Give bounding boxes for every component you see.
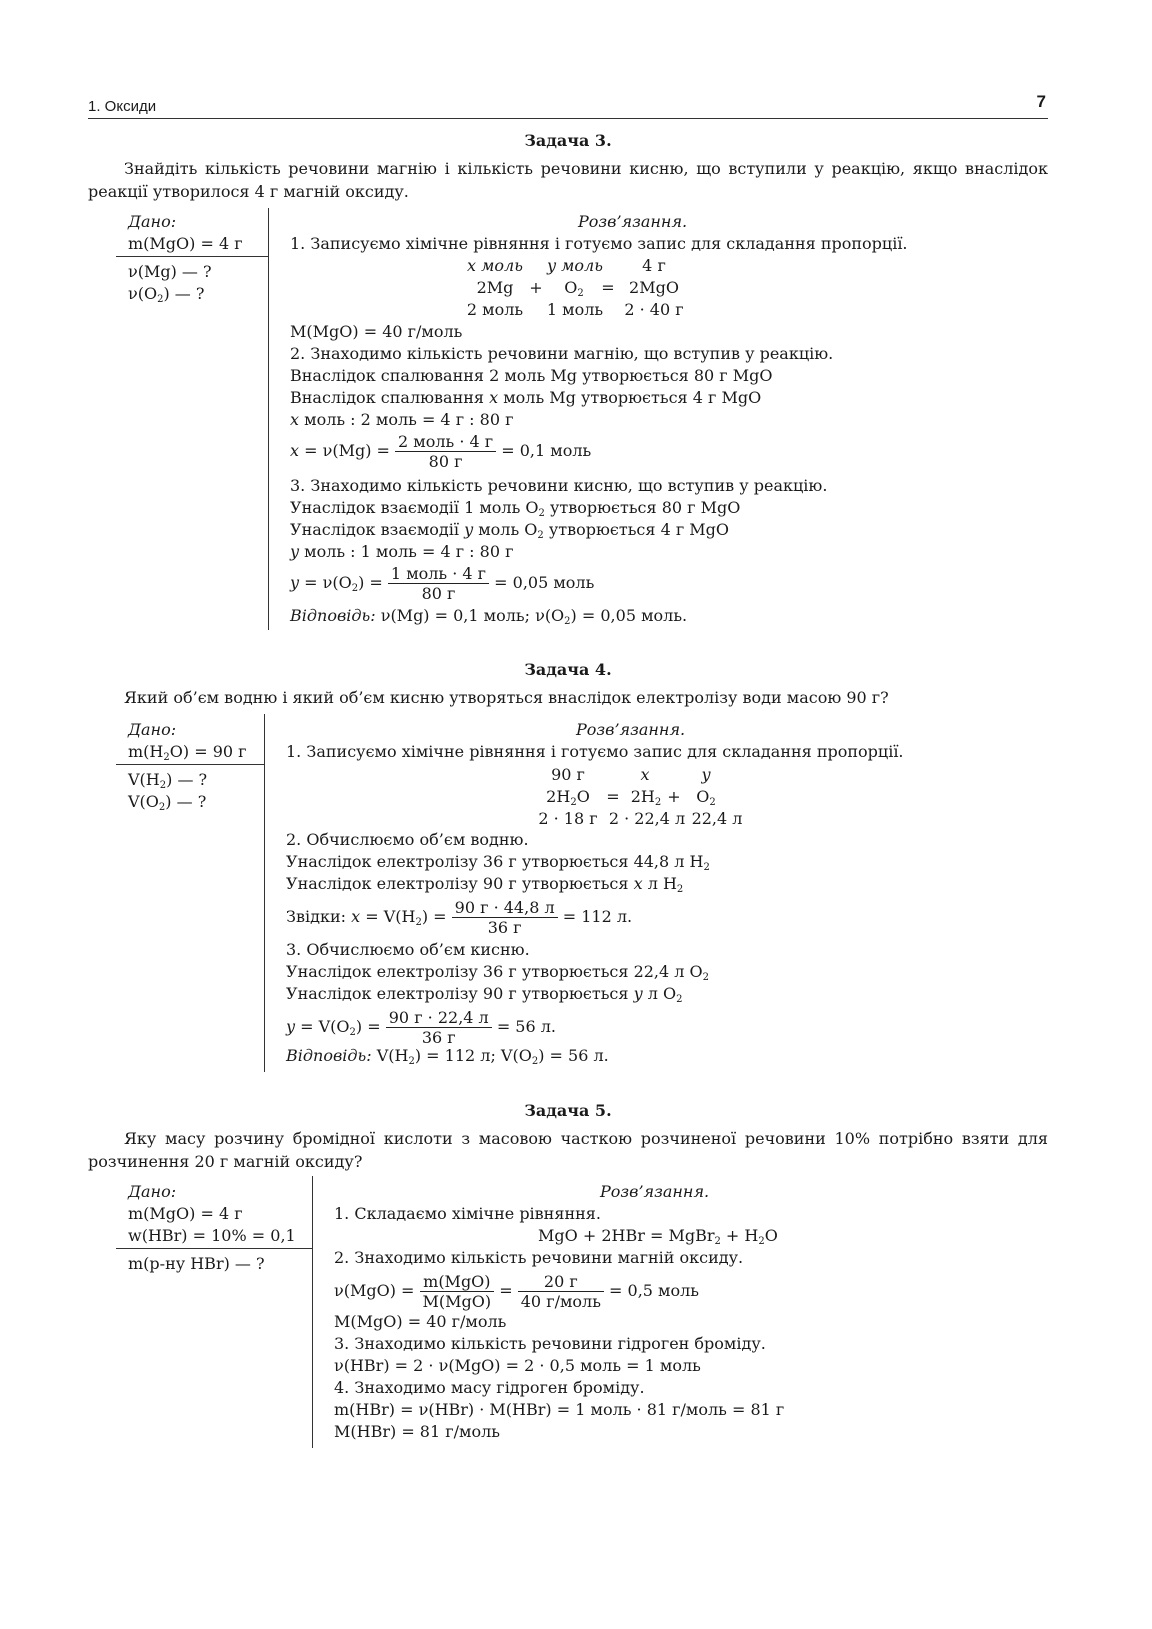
- task3-fraction-2: $y = \nu(O_2)$ = $\frac{\text{1 моль · 4 г}}{80 г}$ = 0,05 моль: [290, 564, 595, 603]
- task3-eq-bot-2: 1 моль: [546, 300, 604, 319]
- task5-find-1: m(р-ну HBr) — ?: [128, 1254, 265, 1273]
- task5-text: Яку масу розчину бромідної кислоти з масовою часткою розчиненої речовини 10% потрібно взяти для розчинення 20 г магній оксиду?: [88, 1129, 1048, 1171]
- task4-fraction-1: Звідки: $x = V(H_2)$ = $\frac{90 г \cdot 44,8 л}{36 г}$ = 112 л.: [286, 898, 633, 937]
- task3-find-2: $\nu(O_2)$ — ?: [128, 284, 205, 305]
- page: [88, 0, 1048, 1629]
- task3-eq-top-2: y моль: [547, 256, 603, 275]
- task4-eq-top-3: y: [701, 765, 711, 784]
- task4-eq-bot-3: 22,4 л: [691, 809, 743, 828]
- task5-step1: 1. Складаємо хімічне рівняння.: [334, 1204, 601, 1223]
- task4-dano-label: Дано:: [128, 720, 177, 739]
- task4-find-1: $V(H_2)$ — ?: [128, 770, 208, 791]
- task3-fraction-1: x = ν(Mg) = $\frac{\text{2 моль · 4 г}}{80 г}$ = 0,1 моль: [290, 432, 592, 471]
- task3-solution-label: Розв’язання.: [578, 212, 688, 231]
- task4-eq-top-2: x: [640, 765, 650, 784]
- task4-fraction-2: $y = V(O_2)$ = $\frac{90 г \cdot 22,4 л}{36 г}$ = 56 л.: [286, 1008, 556, 1047]
- task4-vertical-divider: [264, 714, 265, 1072]
- task3-line-c: Унаслідок взаємодії 1 моль $O_2$ утворюється 80 г MgO: [290, 498, 741, 519]
- task5-step4: 4. Знаходимо масу гідроген броміду.: [334, 1378, 645, 1397]
- task5-frac1-numerator: m(MgO): [420, 1272, 495, 1292]
- task4-line-c: Унаслідок електролізу 36 г утворюється 22,4 л $O_2$: [286, 962, 710, 983]
- task5-molar-mass: M(MgO) = 40 г/моль: [334, 1312, 507, 1331]
- task5-line-4: m(HBr) = ν(HBr) · M(HBr) = 1 моль · 81 г/моль = 81 г: [334, 1400, 785, 1419]
- task5-frac2-numerator: 20 г: [518, 1272, 604, 1292]
- task3-step1: 1. Записуємо хімічне рівняння і готуємо запис для складання пропорції.: [290, 234, 908, 253]
- task4-eq-bot-1: 2 · 18 г: [538, 809, 598, 828]
- task3-vertical-divider: [268, 208, 269, 630]
- section-title: 1. Оксиди: [88, 98, 157, 115]
- task5-given-2: w(HBr) = 10% = 0,1: [128, 1226, 296, 1245]
- task3-find-1: ν(Mg) — ?: [128, 262, 212, 281]
- task4-frac1-denominator: 36 г: [487, 918, 522, 937]
- task5-step3: 3. Знаходимо кількість речовини гідроген броміду.: [334, 1334, 766, 1353]
- task4-step2: 2. Обчислюємо об’єм водню.: [286, 830, 529, 849]
- task4-title: Задача 4.: [524, 660, 612, 679]
- task3-frac1-numerator: 2 моль · 4 г: [395, 432, 496, 452]
- task4-text: Який об’єм водню і який об’єм кисню утворяться внаслідок електролізу води масою 90 г?: [124, 688, 889, 707]
- task3-line-d: Унаслідок взаємодії y моль $O_2$ утворюється 4 г MgO: [290, 520, 730, 541]
- task3-eq-top-1: x моль: [467, 256, 523, 275]
- task4-given-divider: [116, 764, 264, 765]
- task3-frac2-denominator: 80 г: [421, 584, 456, 603]
- task3-answer: Відповідь: ν(Mg) = 0,1 моль; $\nu(O_2) = 0,05$ моль.: [290, 606, 688, 627]
- task3-eq-top-3: 4 г: [642, 256, 666, 275]
- task3-step3: 3. Знаходимо кількість речовини кисню, що вступив у реакцію.: [290, 476, 828, 495]
- task4-eq-plus: +: [667, 787, 681, 806]
- task3-line-b: Внаслідок спалювання x моль Mg утворюється 4 г MgO: [290, 388, 762, 407]
- task4-find-2: $V(O_2)$ — ?: [128, 792, 207, 813]
- task3-eq-bot-3: 2 · 40 г: [624, 300, 684, 319]
- page-header: [88, 94, 1048, 119]
- task4-eq-bot-2: 2 · 22,4 л: [608, 809, 686, 828]
- task4-eq-equals: =: [606, 787, 620, 806]
- task4-eq-top-1: 90 г: [551, 765, 585, 784]
- task3-eq-plus: +: [529, 278, 543, 297]
- task5-solution-label: Розв’язання.: [600, 1182, 710, 1201]
- task5-equation: MgO + 2HBr = MgBr$_2$ + $H_2O$: [538, 1226, 778, 1247]
- task3-proportion-1: x моль : 2 моль = 4 г : 80 г: [290, 410, 514, 429]
- task5-frac2-denominator: 40 г/моль: [520, 1292, 601, 1311]
- task3-eq-bot-1: 2 моль: [466, 300, 524, 319]
- task3-text: Знайдіть кількість речовини магнію і кількість речовини кисню, що вступили у реакцію, якщо внаслідок реакції утворилося 4 г магній оксиду.: [88, 159, 1048, 201]
- task4-step3: 3. Обчислюємо об’єм кисню.: [286, 940, 530, 959]
- task5-given-1: m(MgO) = 4 г: [128, 1204, 243, 1223]
- task3-dano-label: Дано:: [128, 212, 177, 231]
- task3-molar-mass: M(MgO) = 40 г/моль: [290, 322, 463, 341]
- task5-dano-label: Дано:: [128, 1182, 177, 1201]
- task3-eq-equals: =: [601, 278, 615, 297]
- task4-frac2-numerator: 90 г · 22,4 л: [386, 1008, 492, 1028]
- task5-step2: 2. Знаходимо кількість речовини магній оксиду.: [334, 1248, 744, 1267]
- task4-line-d: Унаслідок електролізу 90 г утворюється y л $O_2$: [286, 984, 683, 1005]
- task5-title: Задача 5.: [524, 1101, 612, 1120]
- task3-eq-mg: 2Mg: [476, 278, 514, 297]
- task4-given: $m(H_2O) = 90$ г: [128, 742, 247, 763]
- task4-step1: 1. Записуємо хімічне рівняння і готуємо запис для складання пропорції.: [286, 742, 904, 761]
- task5-frac1-denominator: M(MgO): [422, 1292, 492, 1311]
- task3-proportion-2: y моль : 1 моль = 4 г : 80 г: [290, 542, 514, 561]
- task3-frac2-numerator: 1 моль · 4 г: [388, 564, 489, 584]
- task4-solution-label: Розв’язання.: [576, 720, 686, 739]
- task3-title: Задача 3.: [524, 131, 612, 150]
- task4-answer: Відповідь: $V(H_2) = 112$ л; $V(O_2) = 56$ л.: [286, 1046, 609, 1067]
- task4-line-a: Унаслідок електролізу 36 г утворюється 44,8 л $H_2$: [286, 852, 710, 873]
- task5-line-5: M(HBr) = 81 г/моль: [334, 1422, 500, 1441]
- task5-vertical-divider: [312, 1176, 313, 1448]
- task3-line-a: Внаслідок спалювання 2 моль Mg утворюється 80 г MgO: [290, 366, 773, 385]
- task3-given-divider: [116, 256, 268, 257]
- task3-given: m(MgO) = 4 г: [128, 234, 243, 253]
- task4-eq-o2: $O_2$: [696, 787, 716, 808]
- task4-frac2-denominator: 36 г: [421, 1028, 456, 1047]
- task3-eq-mgo: 2MgO: [629, 278, 679, 297]
- task5-fraction: ν(MgO) = $\frac{\text{m(MgO)}}{\text{M(MgO)}}$ = $\frac{20 г}{\text{40 г/моль}}$ = 0,5 моль: [334, 1272, 699, 1311]
- task5-line-3: ν(HBr) = 2 · ν(MgO) = 2 · 0,5 моль = 1 моль: [334, 1356, 701, 1375]
- task4-eq-h2: $2H_2$: [630, 787, 662, 808]
- task5-given-divider: [116, 1248, 312, 1249]
- task3-step2: 2. Знаходимо кількість речовини магнію, що вступив у реакцію.: [290, 344, 834, 363]
- task3-frac1-denominator: 80 г: [428, 452, 463, 471]
- task4-frac1-numerator: 90 г · 44,8 л: [452, 898, 558, 918]
- task4-eq-h2o: $2H_2O$: [546, 787, 590, 808]
- task3-eq-o2: $O_2$: [564, 278, 584, 299]
- task4-line-b: Унаслідок електролізу 90 г утворюється x л $H_2$: [286, 874, 684, 895]
- page-number: 7: [1036, 92, 1046, 111]
